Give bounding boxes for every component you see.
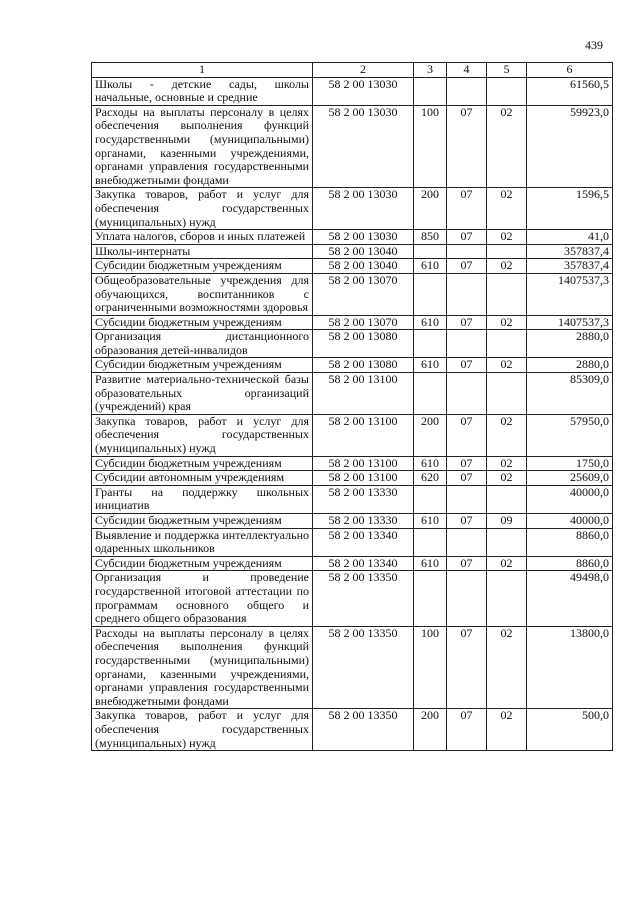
- amount-cell: 1596,5: [527, 188, 613, 230]
- section-cell: 07: [447, 105, 487, 188]
- subsection-cell: 02: [487, 556, 527, 571]
- section-cell: 07: [447, 709, 487, 751]
- amount-cell: 357837,4: [527, 259, 613, 274]
- expense-type-cell: 620: [414, 471, 447, 486]
- subsection-cell: [487, 373, 527, 415]
- amount-cell: 40000,0: [527, 514, 613, 529]
- row-name-cell: Общеобразовательные учреждения для обучающихся, воспитанников с ограниченными возможностями здоровья: [92, 273, 313, 315]
- amount-cell: 85309,0: [527, 373, 613, 415]
- row-name-cell: Выявление и поддержка интеллектуально одаренных школьников: [92, 528, 313, 556]
- subsection-cell: 02: [487, 709, 527, 751]
- section-cell: 07: [447, 188, 487, 230]
- row-name-cell: Субсидии бюджетным учреждениям: [92, 456, 313, 471]
- subsection-cell: 09: [487, 514, 527, 529]
- subsection-cell: 02: [487, 456, 527, 471]
- section-cell: 07: [447, 230, 487, 245]
- expense-type-cell: [414, 373, 447, 415]
- table-row: [92, 259, 613, 274]
- expense-type-cell: [414, 571, 447, 626]
- subsection-cell: [487, 485, 527, 513]
- table-row: [92, 105, 613, 188]
- target-article-cell: 58 2 00 13100: [313, 471, 414, 486]
- target-article-cell: 58 2 00 13340: [313, 556, 414, 571]
- subsection-cell: 02: [487, 259, 527, 274]
- target-article-cell: 58 2 00 13040: [313, 244, 414, 259]
- column-header-pr: 5: [487, 63, 527, 78]
- expense-type-cell: [414, 330, 447, 358]
- expense-type-cell: 850: [414, 230, 447, 245]
- table-row: [92, 528, 613, 556]
- row-name-cell: Закупка товаров, работ и услуг для обеспечения государственных (муниципальных) нужд: [92, 709, 313, 751]
- row-name-cell: Субсидии бюджетным учреждениям: [92, 556, 313, 571]
- table-row: [92, 373, 613, 415]
- amount-cell: 41,0: [527, 230, 613, 245]
- table-row: [92, 514, 613, 529]
- row-name-cell: Субсидии бюджетным учреждениям: [92, 358, 313, 373]
- target-article-cell: 58 2 00 13350: [313, 709, 414, 751]
- column-header-vr: 3: [414, 63, 447, 78]
- row-name-cell: Школы - детские сады, школы начальные, основные и средние: [92, 77, 313, 105]
- table-row: [92, 414, 613, 456]
- expense-type-cell: [414, 77, 447, 105]
- row-name-cell: Организация и проведение государственной итоговой аттестации по программам основного общего и среднего общего образования: [92, 571, 313, 626]
- column-header-rz: 4: [447, 63, 487, 78]
- target-article-cell: 58 2 00 13330: [313, 485, 414, 513]
- expense-type-cell: 200: [414, 188, 447, 230]
- section-cell: 07: [447, 259, 487, 274]
- row-name-cell: Школы-интернаты: [92, 244, 313, 259]
- expense-type-cell: 200: [414, 709, 447, 751]
- expense-type-cell: 100: [414, 105, 447, 188]
- table-row: [92, 471, 613, 486]
- row-name-cell: Гранты на поддержку школьных инициатив: [92, 485, 313, 513]
- section-cell: [447, 330, 487, 358]
- target-article-cell: 58 2 00 13030: [313, 230, 414, 245]
- expense-type-cell: 610: [414, 315, 447, 330]
- target-article-cell: 58 2 00 13030: [313, 105, 414, 188]
- target-article-cell: 58 2 00 13350: [313, 571, 414, 626]
- target-article-cell: 58 2 00 13080: [313, 330, 414, 358]
- table-row: [92, 571, 613, 626]
- section-cell: [447, 373, 487, 415]
- subsection-cell: [487, 330, 527, 358]
- column-header-sum: 6: [527, 63, 613, 78]
- table-body: [92, 77, 613, 751]
- target-article-cell: 58 2 00 13330: [313, 514, 414, 529]
- table-row: [92, 273, 613, 315]
- section-cell: 07: [447, 556, 487, 571]
- target-article-cell: 58 2 00 13070: [313, 273, 414, 315]
- subsection-cell: [487, 244, 527, 259]
- expense-type-cell: 610: [414, 456, 447, 471]
- table-row: [92, 244, 613, 259]
- expense-type-cell: 610: [414, 514, 447, 529]
- subsection-cell: 02: [487, 358, 527, 373]
- amount-cell: 2880,0: [527, 358, 613, 373]
- expense-type-cell: [414, 528, 447, 556]
- table-row: [92, 188, 613, 230]
- header-row: [92, 63, 613, 78]
- target-article-cell: 58 2 00 13340: [313, 528, 414, 556]
- section-cell: 07: [447, 471, 487, 486]
- row-name-cell: Закупка товаров, работ и услуг для обеспечения государственных (муниципальных) нужд: [92, 414, 313, 456]
- subsection-cell: 02: [487, 626, 527, 709]
- expense-type-cell: 610: [414, 259, 447, 274]
- expense-type-cell: [414, 273, 447, 315]
- target-article-cell: 58 2 00 13030: [313, 188, 414, 230]
- target-article-cell: 58 2 00 13040: [313, 259, 414, 274]
- target-article-cell: 58 2 00 13030: [313, 77, 414, 105]
- table-row: [92, 709, 613, 751]
- target-article-cell: 58 2 00 13100: [313, 414, 414, 456]
- amount-cell: 8860,0: [527, 556, 613, 571]
- subsection-cell: [487, 528, 527, 556]
- amount-cell: 61560,5: [527, 77, 613, 105]
- expense-type-cell: 610: [414, 358, 447, 373]
- subsection-cell: 02: [487, 315, 527, 330]
- target-article-cell: 58 2 00 13100: [313, 456, 414, 471]
- table-row: [92, 456, 613, 471]
- amount-cell: 1750,0: [527, 456, 613, 471]
- table-row: [92, 330, 613, 358]
- amount-cell: 59923,0: [527, 105, 613, 188]
- section-cell: [447, 273, 487, 315]
- table-row: [92, 626, 613, 709]
- section-cell: [447, 528, 487, 556]
- section-cell: [447, 485, 487, 513]
- subsection-cell: 02: [487, 105, 527, 188]
- row-name-cell: Субсидии бюджетным учреждениям: [92, 315, 313, 330]
- section-cell: 07: [447, 315, 487, 330]
- row-name-cell: Расходы на выплаты персоналу в целях обеспечения выполнения функций государственными (муниципальными) органами, казенными учреждениями, органами управления государственными внебюджетными фондами: [92, 105, 313, 188]
- subsection-cell: [487, 77, 527, 105]
- amount-cell: 1407537,3: [527, 315, 613, 330]
- section-cell: 07: [447, 456, 487, 471]
- expense-type-cell: 610: [414, 556, 447, 571]
- row-name-cell: Уплата налогов, сборов и иных платежей: [92, 230, 313, 245]
- section-cell: 07: [447, 414, 487, 456]
- table-row: [92, 77, 613, 105]
- amount-cell: 25609,0: [527, 471, 613, 486]
- amount-cell: 2880,0: [527, 330, 613, 358]
- amount-cell: 40000,0: [527, 485, 613, 513]
- table-row: [92, 315, 613, 330]
- section-cell: 07: [447, 358, 487, 373]
- target-article-cell: 58 2 00 13080: [313, 358, 414, 373]
- subsection-cell: 02: [487, 414, 527, 456]
- expense-type-cell: 200: [414, 414, 447, 456]
- target-article-cell: 58 2 00 13350: [313, 626, 414, 709]
- column-header-name: 1: [92, 63, 313, 78]
- row-name-cell: Закупка товаров, работ и услуг для обеспечения государственных (муниципальных) нужд: [92, 188, 313, 230]
- page-number: 439: [585, 38, 603, 52]
- row-name-cell: Расходы на выплаты персоналу в целях обеспечения выполнения функций государственными (муниципальными) органами, казенными учреждениями, органами управления государственными внебюджетными фондами: [92, 626, 313, 709]
- expense-type-cell: [414, 485, 447, 513]
- row-name-cell: Организация дистанционного образования детей-инвалидов: [92, 330, 313, 358]
- amount-cell: 1407537,3: [527, 273, 613, 315]
- section-cell: [447, 571, 487, 626]
- amount-cell: 8860,0: [527, 528, 613, 556]
- target-article-cell: 58 2 00 13100: [313, 373, 414, 415]
- section-cell: [447, 77, 487, 105]
- amount-cell: 500,0: [527, 709, 613, 751]
- subsection-cell: 02: [487, 188, 527, 230]
- target-article-cell: 58 2 00 13070: [313, 315, 414, 330]
- subsection-cell: 02: [487, 471, 527, 486]
- row-name-cell: Субсидии бюджетным учреждениям: [92, 259, 313, 274]
- expense-type-cell: 100: [414, 626, 447, 709]
- budget-table: [91, 62, 613, 751]
- subsection-cell: [487, 571, 527, 626]
- amount-cell: 13800,0: [527, 626, 613, 709]
- row-name-cell: Субсидии бюджетным учреждениям: [92, 514, 313, 529]
- expense-type-cell: [414, 244, 447, 259]
- section-cell: 07: [447, 626, 487, 709]
- section-cell: 07: [447, 514, 487, 529]
- table-row: [92, 556, 613, 571]
- row-name-cell: Развитие материально-технической базы образовательных организаций (учреждений) края: [92, 373, 313, 415]
- table-row: [92, 358, 613, 373]
- amount-cell: 49498,0: [527, 571, 613, 626]
- subsection-cell: [487, 273, 527, 315]
- table-row: [92, 485, 613, 513]
- table-row: [92, 230, 613, 245]
- column-header-csr: 2: [313, 63, 414, 78]
- row-name-cell: Субсидии автономным учреждениям: [92, 471, 313, 486]
- section-cell: [447, 244, 487, 259]
- amount-cell: 57950,0: [527, 414, 613, 456]
- amount-cell: 357837,4: [527, 244, 613, 259]
- subsection-cell: 02: [487, 230, 527, 245]
